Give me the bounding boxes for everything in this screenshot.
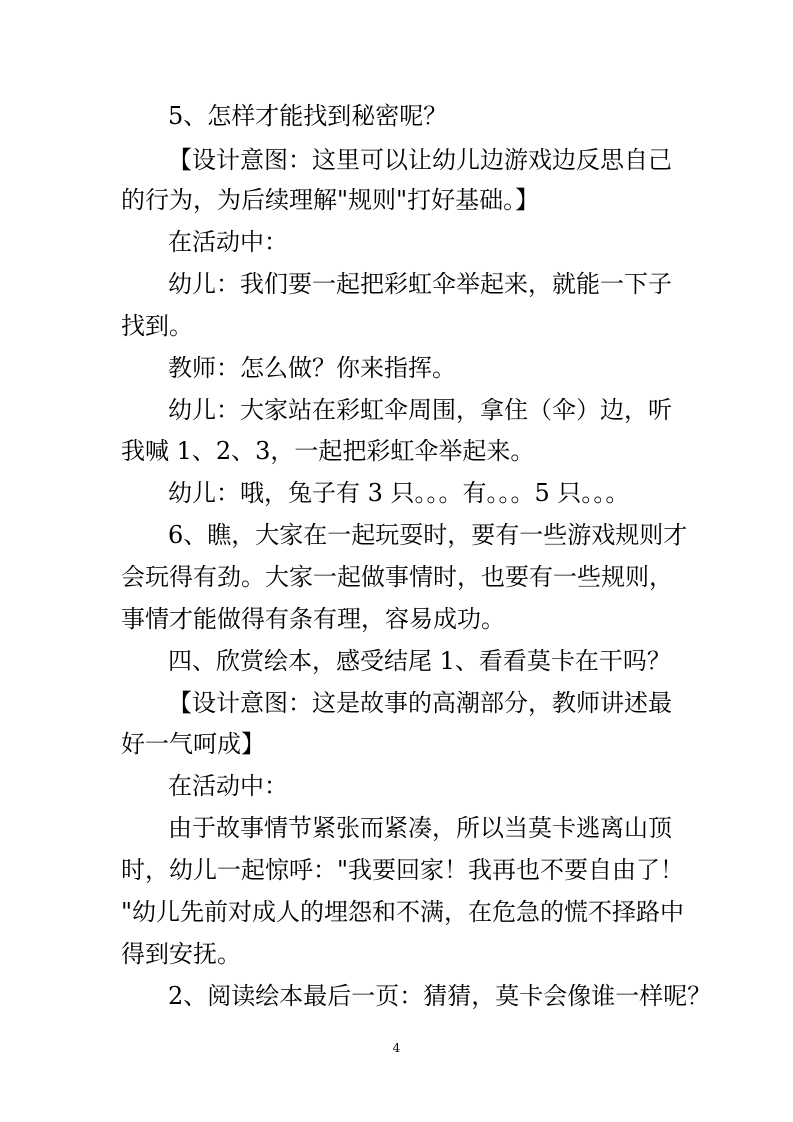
design-intent-line <box>0 683 793 723</box>
dialogue-line <box>0 264 793 304</box>
design-intent-line <box>0 140 793 180</box>
text-line: 在活动中： <box>168 772 288 800</box>
text-line: 得到安抚。 <box>121 940 241 968</box>
paragraph-line <box>0 96 793 136</box>
paragraph-line <box>0 850 793 890</box>
text-line: 6、瞧，大家在一起玩耍时，要有一些游戏规则才 <box>168 521 688 549</box>
text-line: 的行为，为后续理解"规则"打好基础。】 <box>121 186 540 214</box>
text-line: 5、怎样才能找到秘密呢？ <box>168 102 448 130</box>
text-line: 好一气呵成】 <box>121 730 265 758</box>
text-line: 事情才能做得有条有理，容易成功。 <box>121 605 505 633</box>
text-line: 四、欣赏绘本，感受结尾 1、看看莫卡在干吗？ <box>168 647 671 675</box>
text-line: 【设计意图：这是故事的高潮部分，教师讲述最 <box>168 689 672 717</box>
text-line: 我喊 1、2、3，一起把彩虹伞举起来。 <box>121 437 535 465</box>
text-line: 幼儿：哦，兔子有 3 只。。。有。。。5 只。。。 <box>168 479 630 507</box>
text-line: 找到。 <box>121 312 193 340</box>
text-line: "幼儿先前对成人的埋怨和不满，在危急的慌不择路中 <box>121 898 685 926</box>
text-line: 时，幼儿一起惊呼："我要回家！我再也不要自由了！ <box>121 856 685 884</box>
design-intent-line <box>0 724 793 764</box>
text-line: 2、阅读绘本最后一页：猜猜，莫卡会像谁一样呢？ <box>168 982 712 1010</box>
paragraph-line <box>0 976 793 1016</box>
dialogue-line <box>0 473 793 513</box>
text-line: 在活动中： <box>168 228 288 256</box>
text-line: 教师：怎么做？你来指挥。 <box>168 354 456 382</box>
paragraph-line <box>0 808 793 848</box>
paragraph-line <box>0 892 793 932</box>
text-line: 幼儿：大家站在彩虹伞周围，拿住（伞）边，听 <box>168 396 672 424</box>
text-line: 【设计意图：这里可以让幼儿边游戏边反思自己 <box>168 146 672 174</box>
page-number: 4 <box>392 1041 401 1055</box>
dialogue-line <box>0 348 793 388</box>
paragraph-line <box>0 599 793 639</box>
paragraph-line <box>0 557 793 597</box>
section-heading-line <box>0 641 793 681</box>
dialogue-line <box>0 306 793 346</box>
text-line: 会玩得有劲。大家一起做事情时，也要有一些规则， <box>121 563 673 591</box>
paragraph-line <box>0 766 793 806</box>
text-line: 由于故事情节紧张而紧凑，所以当莫卡逃离山顶 <box>168 814 672 842</box>
paragraph-line <box>0 222 793 262</box>
design-intent-line <box>0 180 793 220</box>
paragraph-line <box>0 934 793 974</box>
paragraph-line <box>0 515 793 555</box>
dialogue-line <box>0 390 793 430</box>
text-line: 幼儿：我们要一起把彩虹伞举起来，就能一下子 <box>168 270 672 298</box>
dialogue-line <box>0 431 793 471</box>
